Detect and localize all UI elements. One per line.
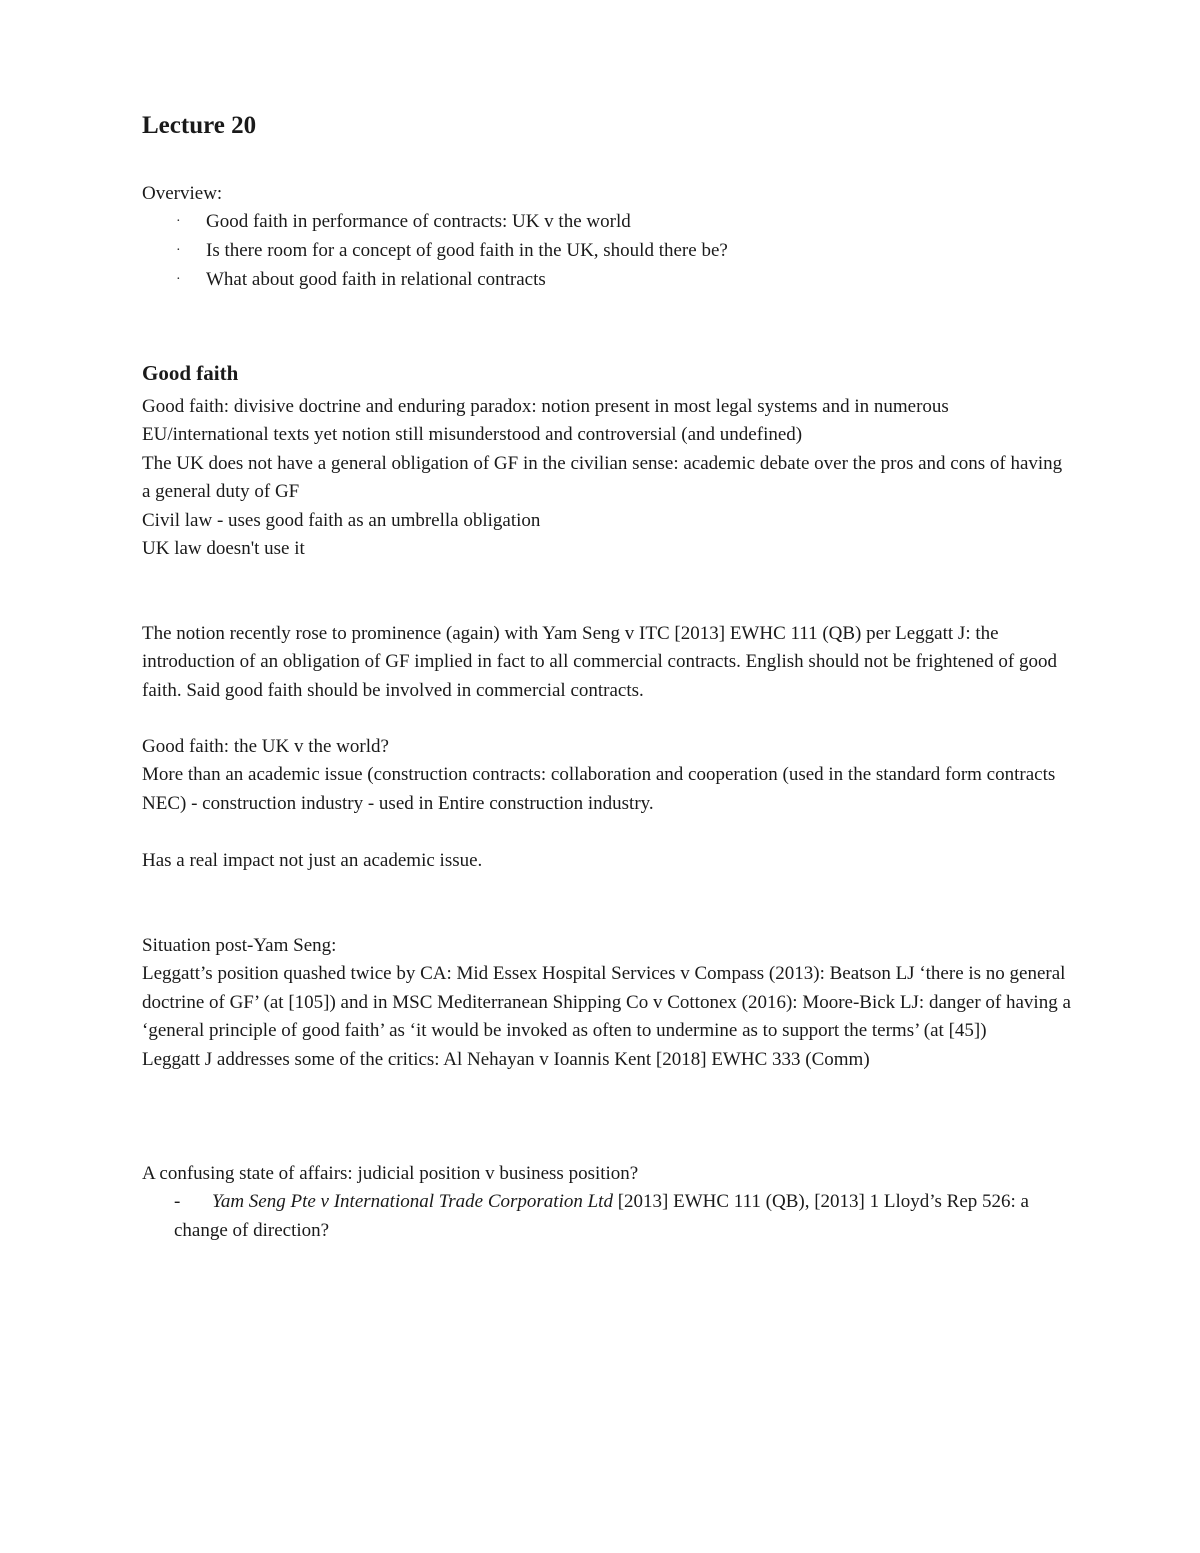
paragraph: A confusing state of affairs: judicial position v business position? [142, 1163, 639, 1184]
bullet-icon: · [176, 243, 181, 259]
yam-seng-section [142, 620, 1072, 705]
uk-v-world-section [142, 733, 1072, 818]
overview-item-text: Good faith in performance of contracts: UK v the world [206, 211, 631, 233]
paragraph: Has a real impact not just an academic issue. [142, 850, 483, 871]
dash-icon: - [174, 1191, 181, 1213]
paragraph: Civil law - uses good faith as an umbrella obligation [142, 509, 541, 531]
section-heading-good-faith: Good faith [142, 361, 239, 385]
paragraph: Good faith: divisive doctrine and enduring paradox: notion present in most legal systems and in numerous EU/international texts yet notion still misunderstood and controversial (and undefined) [142, 396, 949, 446]
case-reference [174, 1188, 1072, 1245]
list-item [142, 237, 1072, 266]
overview-item-text: Is there room for a concept of good faith in the UK, should there be? [206, 240, 728, 262]
paragraph: The notion recently rose to prominence (again) with Yam Seng v ITC [2013] EWHC 111 (QB) per Leggatt J: the introduction of an obligation of GF implied in fact to all commercial contracts. English should not be frightened of good faith. Said good faith should be involved in commercial contracts. [142, 623, 1057, 701]
paragraph: UK law doesn't use it [142, 538, 305, 560]
confusing-section [142, 1160, 1072, 1245]
list-item [142, 266, 1072, 295]
paragraph: Leggatt’s position quashed twice by CA: Mid Essex Hospital Services v Compass (2013): Beatson LJ ‘there is no general doctrine of GF’ (at [105]) and in MSC Mediterranean Shipping Co v Cottonex (2016): Moore-Bick LJ: danger of having a ‘general principle of good faith’ as ‘it would be invoked as often to undermine as to support the terms’ (at [45]) [142, 963, 1071, 1042]
overview-item-text: What about good faith in relational contracts [206, 269, 546, 290]
list-item [142, 1188, 1072, 1245]
good-faith-section [142, 393, 1072, 563]
case-citation: [2013] EWHC 111 (QB), [2013] 1 Lloyd’s Rep 526: a change of direction? [174, 1191, 1029, 1241]
real-impact-section [142, 847, 1072, 875]
paragraph: More than an academic issue (construction contracts: collaboration and cooperation (used in the standard form contracts NEC) - construction industry - used in Entire construction industry. [142, 764, 1056, 814]
case-name: Yam Seng Pte v International Trade Corporation Ltd [212, 1191, 613, 1213]
bullet-icon: · [176, 272, 181, 287]
paragraph: Good faith: the UK v the world? [142, 736, 389, 757]
post-yam-seng-section [142, 932, 1072, 1074]
overview-label: Overview: [142, 183, 223, 204]
paragraph: Leggatt J addresses some of the critics: Al Nehayan v Ioannis Kent [2018] EWHC 333 (Comm) [142, 1048, 870, 1070]
paragraph: The UK does not have a general obligation of GF in the civilian sense: academic debate over the pros and cons of having a general duty of GF [142, 452, 1063, 503]
paragraph: Situation post-Yam Seng: [142, 935, 337, 956]
list-item [142, 208, 1072, 237]
page-title: Lecture 20 [142, 112, 257, 139]
overview-section [142, 180, 1072, 295]
overview-list [142, 208, 1072, 294]
bullet-icon: · [176, 214, 181, 230]
